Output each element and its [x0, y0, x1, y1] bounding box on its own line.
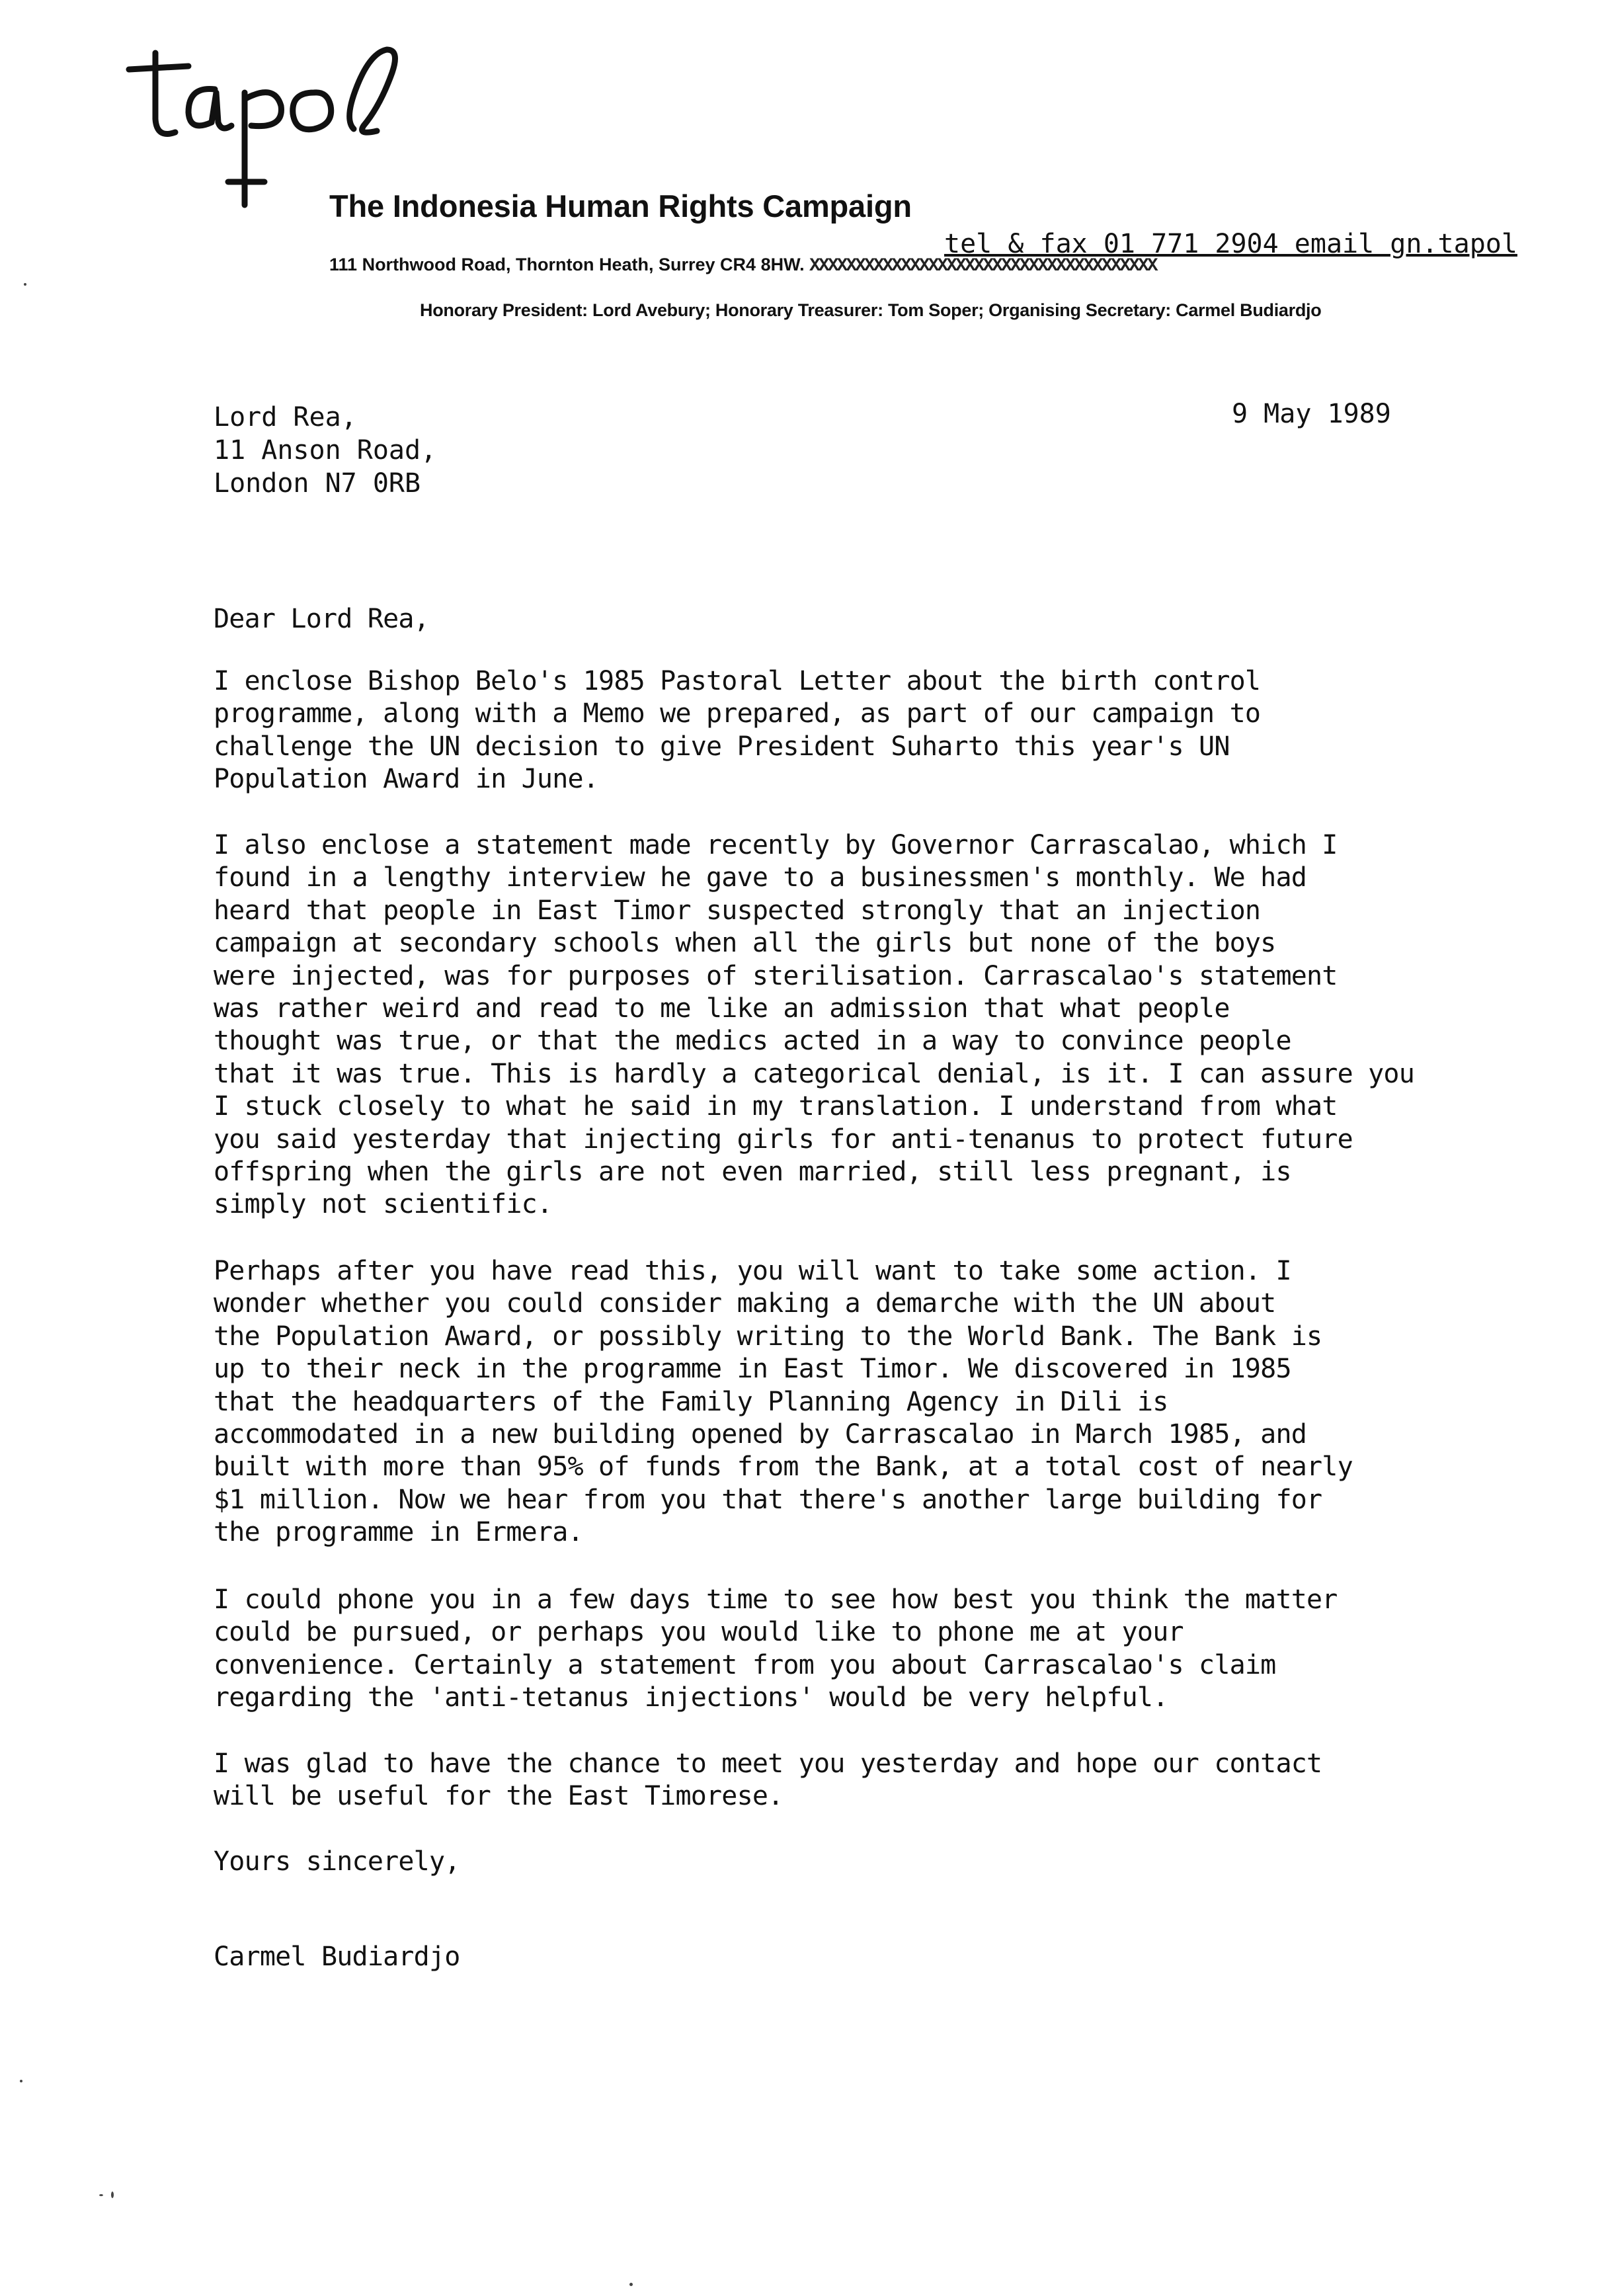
scan-speck — [24, 283, 26, 286]
body-line: $1 million. Now we hear from you that there's another large building for — [214, 1484, 1322, 1515]
body-line: I also enclose a statement made recently by Governor Carrascalao, which I — [214, 830, 1338, 860]
body-line: that the headquarters of the Family Planning Agency in Dili is — [214, 1386, 1168, 1417]
salutation — [214, 603, 1470, 636]
body-line: built with more than 95% of funds from the Bank, at a total cost of nearly — [214, 1452, 1353, 1483]
scan-speck — [20, 2080, 22, 2082]
paragraph-4 — [214, 1584, 1470, 1715]
paragraph-2 — [214, 829, 1470, 1221]
paragraph-1 — [214, 665, 1470, 796]
org-name: The Indonesia Human Rights Campaign — [329, 188, 912, 224]
body-line: I enclose Bishop Belo's 1985 Pastoral Letter about the birth control — [214, 666, 1261, 696]
paragraph-5 — [214, 1748, 1470, 1813]
body-line: were injected, was for purposes of sterilisation. Carrascalao's statement — [214, 960, 1338, 991]
body-line: thought was true, or that the medics acted in a way to convince people — [214, 1026, 1291, 1057]
scan-speck — [99, 2194, 103, 2196]
body-line: I was glad to have the chance to meet you yesterday and hope our contact — [214, 1748, 1322, 1779]
body-line: you said yesterday that injecting girls for anti-tenanus to protect future — [214, 1124, 1353, 1155]
scan-speck — [111, 2192, 114, 2198]
body-line: that it was true. This is hardly a categorical denial, is it. I can assure you — [214, 1058, 1414, 1089]
body-line: regarding the 'anti-tetanus injections' would be very helpful. — [214, 1682, 1168, 1713]
scan-speck — [629, 2283, 633, 2286]
struck-out-old-contact: XXXXXXXXXXXXXXXXXXXXXXXXXXXXXXXXXXXXXX — [809, 256, 1156, 276]
body-line: was rather weird and read to me like an admission that what people — [214, 993, 1230, 1024]
body-line: offspring when the girls are not even married, still less pregnant, is — [214, 1157, 1291, 1188]
recipient-line: Lord Rea, — [214, 402, 357, 432]
body-line: will be useful for the East Timorese. — [214, 1781, 784, 1812]
closing — [214, 1846, 1470, 1878]
body-line: accommodated in a new building opened by Carrascalao in March 1985, and — [214, 1419, 1307, 1450]
body-line: convenience. Certainly a statement from you about Carrascalao's claim — [214, 1649, 1276, 1680]
org-officers: Honorary President: Lord Avebury; Honorary Treasurer: Tom Soper; Organising Secretary: Carmel Budiardjo — [420, 300, 1322, 320]
body-line: I could phone you in a few days time to see how best you think the matter — [214, 1584, 1338, 1615]
body-line: programme, along with a Memo we prepared, as part of our campaign to — [214, 698, 1261, 729]
body-line: up to their neck in the programme in East Timor. We discovered in 1985 — [214, 1354, 1291, 1385]
body-line: could be pursued, or perhaps you would like to phone me at your — [214, 1617, 1184, 1648]
body-line: simply not scientific. — [214, 1189, 553, 1220]
closing-line: Yours sincerely, — [214, 1846, 460, 1877]
body-line: Perhaps after you have read this, you will want to take some action. I — [214, 1256, 1291, 1286]
body-line: heard that people in East Timor suspected strongly that an injection — [214, 895, 1261, 926]
body-line: campaign at secondary schools when all the girls but none of the boys — [214, 928, 1276, 959]
body-line: challenge the UN decision to give President Suharto this year's UN — [214, 731, 1230, 762]
recipient-line: 11 Anson Road, — [214, 435, 437, 466]
letter-date: 9 May 1989 — [1232, 399, 1391, 429]
contact-details: tel & fax 01 771 2904 email gn.tapol — [944, 229, 1517, 259]
salutation-line: Dear Lord Rea, — [214, 604, 429, 634]
recipient-address — [214, 401, 436, 500]
org-address: 111 Northwood Road, Thornton Heath, Surrey CR4 8HW. — [329, 255, 805, 274]
paragraph-3 — [214, 1255, 1470, 1549]
body-line: the Population Award, or possibly writing to the World Bank. The Bank is — [214, 1321, 1322, 1352]
body-line: Population Award in June. — [214, 764, 599, 795]
body-line: found in a lengthy interview he gave to a businessmen's monthly. We had — [214, 862, 1307, 893]
signature — [214, 1941, 1470, 1973]
signature-line: Carmel Budiardjo — [214, 1942, 460, 1972]
body-line: I stuck closely to what he said in my translation. I understand from what — [214, 1091, 1338, 1122]
body-line: wonder whether you could consider making a demarche with the UN about — [214, 1288, 1276, 1319]
body-line: the programme in Ermera. — [214, 1517, 583, 1548]
recipient-line: London N7 0RB — [214, 468, 421, 499]
